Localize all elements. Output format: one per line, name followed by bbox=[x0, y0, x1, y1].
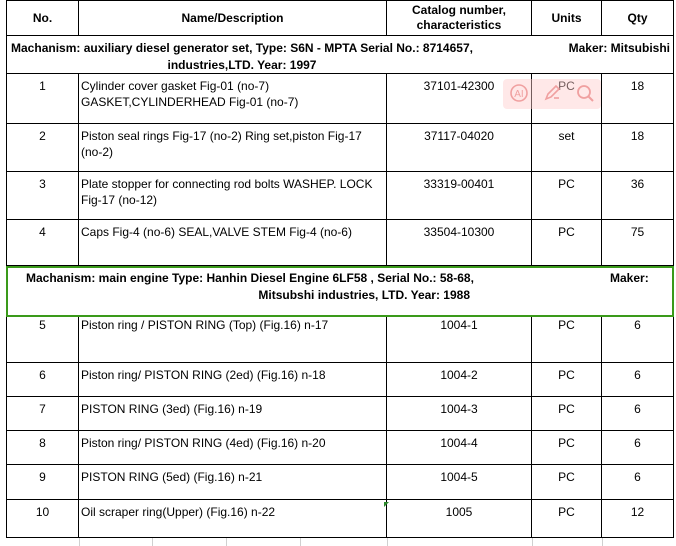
row-catalog[interactable]: 1004-4 bbox=[387, 431, 532, 465]
row-unit[interactable]: PC bbox=[532, 363, 602, 397]
header-catalog[interactable]: Catalog number, characteristics bbox=[387, 0, 532, 36]
row-catalog[interactable]: 1004-2 bbox=[387, 363, 532, 397]
row-qty[interactable]: 18 bbox=[602, 124, 674, 172]
table-row[interactable] bbox=[6, 363, 674, 397]
row-catalog[interactable]: 37117-04020 bbox=[387, 124, 532, 172]
row-unit[interactable]: PC bbox=[532, 172, 602, 220]
row-no[interactable]: 3 bbox=[6, 172, 79, 220]
row-no[interactable]: 6 bbox=[6, 363, 79, 397]
table-row[interactable] bbox=[6, 220, 674, 266]
row-name[interactable]: Piston ring / PISTON RING (Top) (Fig.16) n-17 bbox=[79, 317, 387, 363]
row-catalog[interactable]: 1004-1 bbox=[387, 317, 532, 363]
mechanism-2-line2: Mitsubshi industries, LTD. Year: 1988 bbox=[258, 288, 470, 302]
watermark-toolbar bbox=[503, 79, 601, 109]
row-catalog[interactable]: 1004-5 bbox=[387, 465, 532, 500]
row-qty[interactable]: 75 bbox=[602, 220, 674, 266]
grid-line bbox=[300, 538, 301, 546]
row-qty[interactable]: 36 bbox=[602, 172, 674, 220]
row-name[interactable]: Piston seal rings Fig-17 (no-2) Ring set,piston Fig-17 (no-2) bbox=[79, 124, 387, 172]
row-no[interactable]: 7 bbox=[6, 397, 79, 431]
row-unit[interactable]: PC bbox=[532, 220, 602, 266]
mechanism-1-line1: Machanism: auxiliary diesel generator set, Type: S6N - MPTA Serial No.: 8714657, bbox=[11, 41, 473, 55]
header-units[interactable]: Units bbox=[532, 0, 602, 36]
row-qty[interactable]: 6 bbox=[602, 397, 674, 431]
grid-line bbox=[226, 538, 227, 546]
row-name[interactable]: PISTON RING (3ed) (Fig.16) n-19 bbox=[79, 397, 387, 431]
svg-text:AI: AI bbox=[514, 88, 525, 100]
row-no[interactable]: 2 bbox=[6, 124, 79, 172]
row-name[interactable]: Plate stopper for connecting rod bolts WASHEP. LOCK Fig-17 (no-12) bbox=[79, 172, 387, 220]
grid-line bbox=[152, 538, 153, 546]
row-unit[interactable]: PC bbox=[532, 431, 602, 465]
row-qty[interactable]: 12 bbox=[602, 500, 674, 538]
row-unit[interactable]: PC bbox=[532, 317, 602, 363]
header-name[interactable]: Name/Description bbox=[79, 0, 387, 36]
search-icon bbox=[575, 83, 595, 106]
row-unit[interactable]: PC bbox=[532, 465, 602, 500]
row-unit[interactable]: PC bbox=[532, 500, 602, 538]
row-catalog[interactable]: 33504-10300 bbox=[387, 220, 532, 266]
mechanism-1-maker: Maker: Mitsubishi bbox=[568, 41, 670, 55]
mechanism-1-line2: industries,LTD. Year: 1997 bbox=[167, 58, 317, 72]
row-qty[interactable]: 6 bbox=[602, 363, 674, 397]
row-no[interactable]: 10 bbox=[6, 500, 79, 538]
mechanism-2-maker: Maker: bbox=[610, 271, 649, 285]
row-no[interactable]: 5 bbox=[6, 317, 79, 363]
mechanism-2-line1: Machanism: main engine Type: Hanhin Diesel Engine 6LF58 , Serial No.: 58-68, bbox=[26, 271, 474, 285]
table-row[interactable] bbox=[6, 500, 674, 538]
row-catalog[interactable]: 1005 bbox=[387, 500, 532, 538]
grid-line bbox=[79, 538, 80, 546]
table-row[interactable] bbox=[6, 431, 674, 465]
row-catalog[interactable]: 37101-42300 bbox=[387, 74, 532, 124]
table-row[interactable] bbox=[6, 397, 674, 431]
row-name[interactable]: Piston ring/ PISTON RING (2ed) (Fig.16) n-18 bbox=[79, 363, 387, 397]
grid-line bbox=[387, 538, 388, 546]
row-name[interactable]: PISTON RING (5ed) (Fig.16) n-21 bbox=[79, 465, 387, 500]
table-row[interactable] bbox=[6, 465, 674, 500]
row-qty[interactable]: 18 bbox=[602, 74, 674, 124]
comment-indicator-icon[interactable] bbox=[384, 502, 389, 507]
table-row[interactable] bbox=[6, 124, 674, 172]
row-qty[interactable]: 6 bbox=[602, 431, 674, 465]
row-no[interactable]: 9 bbox=[6, 465, 79, 500]
row-qty[interactable]: 6 bbox=[602, 465, 674, 500]
row-unit[interactable]: PC bbox=[532, 74, 602, 124]
row-no[interactable]: 4 bbox=[6, 220, 79, 266]
row-no[interactable]: 8 bbox=[6, 431, 79, 465]
table-row[interactable] bbox=[6, 172, 674, 220]
row-unit[interactable]: PC bbox=[532, 397, 602, 431]
ai-icon bbox=[509, 83, 529, 106]
row-name[interactable]: Oil scraper ring(Upper) (Fig.16) n-22 bbox=[79, 500, 387, 538]
grid-line bbox=[602, 538, 603, 546]
row-no[interactable]: 1 bbox=[6, 74, 79, 124]
row-name[interactable]: Caps Fig-4 (no-6) SEAL,VALVE STEM Fig-4 (no-6) bbox=[79, 220, 387, 266]
table-row[interactable] bbox=[6, 317, 674, 363]
row-catalog[interactable]: 1004-3 bbox=[387, 397, 532, 431]
row-unit[interactable]: set bbox=[532, 124, 602, 172]
row-name[interactable]: Cylinder cover gasket Fig-01 (no-7) GASKET,CYLINDERHEAD Fig-01 (no-7) bbox=[79, 74, 387, 124]
table-header bbox=[6, 0, 674, 36]
mechanism-row-2[interactable] bbox=[6, 266, 674, 317]
edit-icon bbox=[542, 83, 562, 106]
header-qty[interactable]: Qty bbox=[602, 0, 674, 36]
grid-line bbox=[532, 538, 533, 546]
mechanism-row-1[interactable] bbox=[6, 36, 674, 74]
header-no[interactable]: No. bbox=[6, 0, 79, 36]
row-catalog[interactable]: 33319-00401 bbox=[387, 172, 532, 220]
row-name[interactable]: Piston ring/ PISTON RING (4ed) (Fig.16) n-20 bbox=[79, 431, 387, 465]
row-qty[interactable]: 6 bbox=[602, 317, 674, 363]
